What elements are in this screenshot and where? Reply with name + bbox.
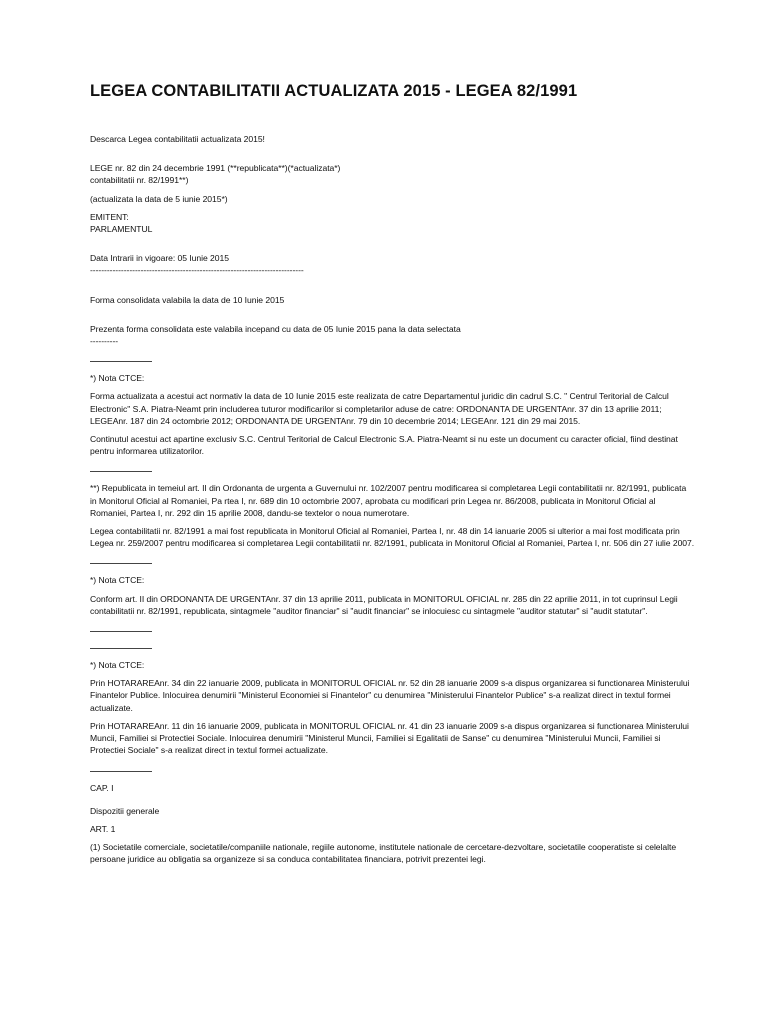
divider [90,361,152,362]
document-title: LEGEA CONTABILITATII ACTUALIZATA 2015 - LEGEA 82/1991 [90,82,578,100]
chapter-title: Dispozitii generale [90,805,160,816]
actualizata-note: (actualizata la data de 5 iunie 2015*) [90,193,228,204]
separator-dashes-long: ---------------------------------------------------------------------------- [90,265,304,276]
divider [90,771,152,772]
lege-line-2: contabilitatii nr. 82/1991**) [90,175,189,186]
nota-ctce-paragraph: Forma actualizata a acestui act normativ la data de 10 Iunie 2015 este realizata de catre Departamentul juridic din cadrul S.C. " Centrul Teritorial de Calcul Electronic" S.A. Piatra-Neamt prin includerea tuturor modificarilor si completarilor aduse de catre: ORDONANTA DE URGENTAnr. 37 din 13 aprilie 2011; LEGEAnr. 187 din 24 octombrie 2012; ORDONANTA DE URGENTAnr. 79 din 10 decembrie 2014; LEGEAnr. 121 din 29 mai 2015. [90,391,669,426]
document-page [90,80,695,866]
nota-ctce-paragraph: Conform art. II din ORDONANTA DE URGENTAnr. 37 din 13 aprilie 2011, publicata in MONITORUL OFICIAL nr. 285 din 22 aprilie 2011, in tot cuprinsul Legii contabilitatii nr. 82/1991, republicata, sintagmele "auditor financiar" si "audit financiar" se inlocuiesc cu sintagmele "auditor statutar" si "audit statutar". [90,593,678,616]
nota-ctce-paragraph: Continutul acestui act apartine exclusiv S.C. Centrul Teritorial de Calcul Electronic S.A. Piatra-Neamt si nu este un document cu caracter oficial, fiind destinat pentru informarea utilizatorilor. [90,434,678,457]
emitent-value: PARLAMENTUL [90,224,153,235]
nota-ctce-paragraph: Prin HOTARAREAnr. 11 din 16 ianuarie 2009, publicata in MONITORUL OFICIAL nr. 41 din 23 ianuarie 2009 s-a dispus organizarea si functionarea Ministerului Muncii, Familiei si Protectiei Sociale. Inlocuirea denumirii "Ministerul Muncii, Familiei si Egalitatii de Sanse" cu denumirea "Ministerului Muncii, Familiei si Protectiei Sociale" s-a realizat direct in textul formei actualizate. [90,720,689,756]
prezenta-forma: Prezenta forma consolidata este valabila incepand cu data de 05 Iunie 2015 pana la data selectata [90,323,461,334]
article-paragraph: (1) Societatile comerciale, societatile/companiile nationale, regiile autonome, institutele nationale de cercetare-dezvoltare, societatile cooperatiste si celelalte persoane juridice au obligatia sa organizeze si sa conduca contabilitatea financiara, potrivit prezentei legi. [90,842,677,865]
nota-ctce-label: *) Nota CTCE: [90,373,145,384]
lege-line-1: LEGE nr. 82 din 24 decembrie 1991 (**republicata**)(*actualizata*) [90,163,341,174]
divider [90,471,152,472]
nota-ctce-label: *) Nota CTCE: [90,660,145,671]
chapter-heading: CAP. I [90,782,114,793]
download-link-text: Descarca Legea contabilitatii actualizata 2015! [90,134,265,144]
separator-dashes-short: ---------- [90,336,119,347]
divider [90,563,152,564]
divider [90,631,152,632]
emitent-label: EMITENT: [90,211,129,222]
article-heading: ART. 1 [90,823,116,834]
republicata-paragraph: **) Republicata in temeiul art. II din Ordonanta de urgenta a Guvernului nr. 102/2007 pentru modificarea si completarea Legii contabilitatii nr. 82/1991, publicata in Monitorul Oficial al Romaniei, Pa rtea I, nr. 689 din 10 octombrie 2007, aprobata cu modificari prin Legea nr. 86/2008, publicata in Monitorul Oficial al Romaniei, Partea I, nr. 292 din 15 aprilie 2008, dandu-se textelor o noua numerotare. [90,483,687,518]
republicata-paragraph: Legea contabilitatii nr. 82/1991 a mai fost republicata in Monitorul Oficial al Romaniei, Partea I, nr. 48 din 14 ianuarie 2005 si ulterior a mai fost modificata prin Legea nr. 259/2007 pentru modificarea si completarea Legii contabilitatii nr. 82/1991, publicata in Monitorul Oficial al Romaniei, Partea I, nr. 506 din 27 iulie 2007. [90,526,695,549]
nota-ctce-label: *) Nota CTCE: [90,575,145,586]
nota-ctce-paragraph: Prin HOTARAREAnr. 34 din 22 ianuarie 2009, publicata in MONITORUL OFICIAL nr. 52 din 28 ianuarie 2009 s-a dispus organizarea si functionarea Ministerului Finantelor Publice. Inlocuirea denumirii "Ministerul Economiei si Finantelor" cu denumirea "Ministerului Finantelor Publice" s-a realizat direct in textul formei actualizate. [90,678,690,713]
divider [90,648,152,649]
data-intrarii: Data Intrarii in vigoare: 05 Iunie 2015 [90,253,229,264]
forma-consolidata: Forma consolidata valabila la data de 10 Iunie 2015 [90,294,285,305]
